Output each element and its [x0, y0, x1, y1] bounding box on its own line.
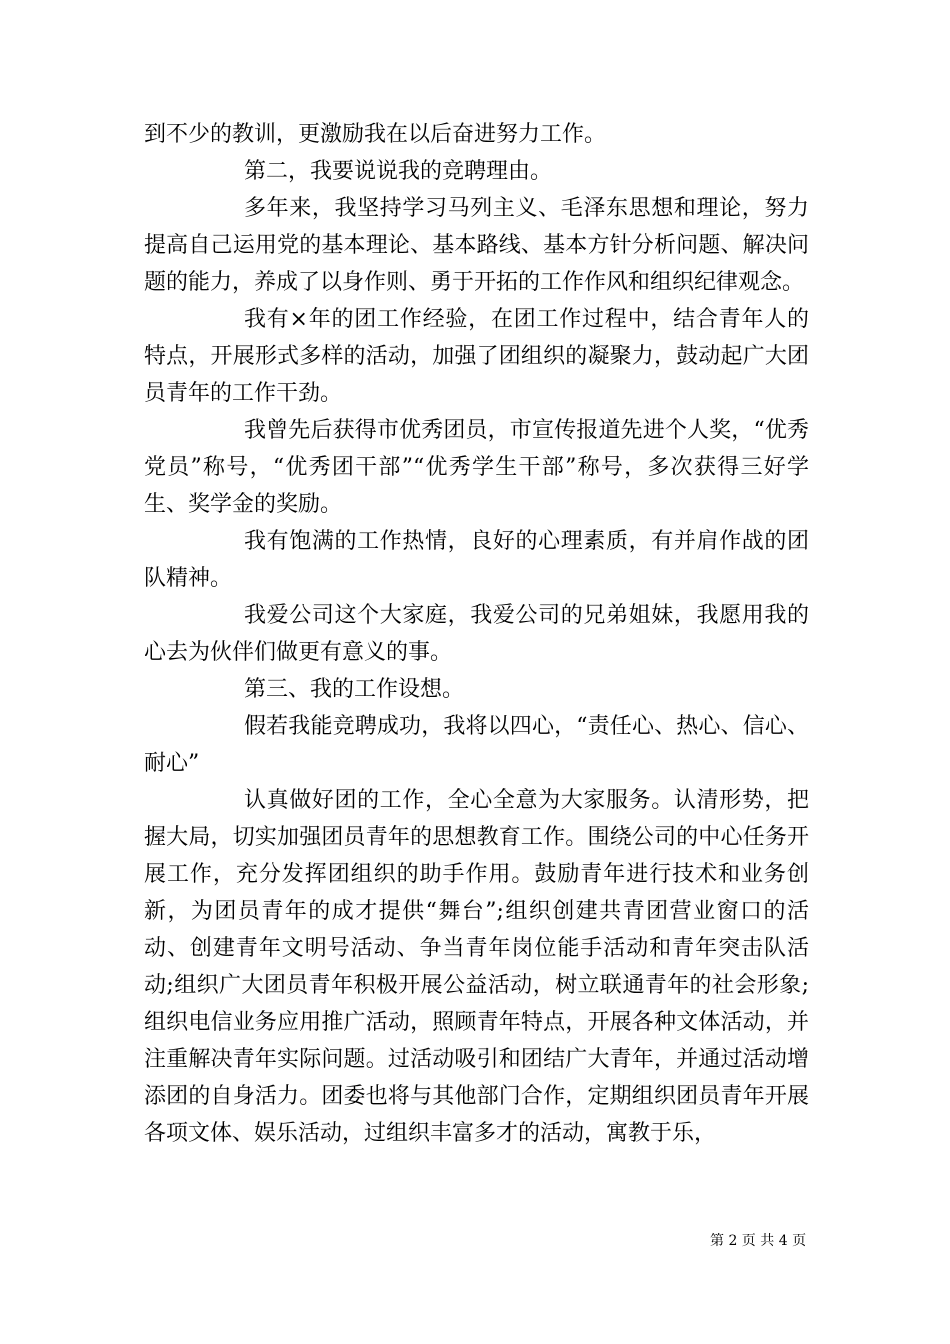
paragraph-continuation: 到不少的教训，更激励我在以后奋进努力工作。 [144, 122, 607, 147]
paragraph-section-two-heading: 第二，我要说说我的竞聘理由。 [244, 159, 553, 184]
paragraph-love-company: 我爱公司这个大家庭，我爱公司的兄弟姐妹，我愿用我的心去为伙伴们做更有意义的事。 [144, 603, 809, 665]
paragraph-experience: 我有×年的团工作经验，在团工作过程中，结合青年人的特点，开展形式多样的活动，加强了团组织的凝聚力，鼓动起广大团员青年的工作干劲。 [144, 307, 809, 406]
paragraph-four-hearts: 假若我能竞聘成功，我将以四心，“责任心、热心、信心、耐心” [144, 714, 809, 776]
paragraph-enthusiasm: 我有饱满的工作热情，良好的心理素质，有并肩作战的团队精神。 [144, 529, 809, 591]
document-body [144, 116, 809, 1152]
paragraph-section-three-heading: 第三、我的工作设想。 [244, 677, 465, 702]
paragraph-study-theory: 多年来，我坚持学习马列主义、毛泽东思想和理论，努力提高自己运用党的基本理论、基本路线、基本方针分析问题、解决问题的能力，养成了以身作则、勇于开拓的工作作风和组织纪律观念。 [144, 196, 809, 295]
paragraph-work-plan: 认真做好团的工作，全心全意为大家服务。认清形势，把握大局，切实加强团员青年的思想教育工作。围绕公司的中心任务开展工作，充分发挥团组织的助手作用。鼓励青年进行技术和业务创新，为团员青年的成才提供“舞台”;组织创建共青团营业窗口的活动、创建青年文明号活动、争当青年岗位能手活动和青年突击队活动;组织广大团员青年积极开展公益活动，树立联通青年的社会形象;组织电信业务应用推广活动，照顾青年特点，开展各种文体活动，并注重解决青年实际问题。过活动吸引和团结广大青年，并通过活动增添团的自身活力。团委也将与其他部门合作，定期组织团员青年开展各项文体、娱乐活动，过组织丰富多才的活动，寓教于乐， [144, 788, 809, 1146]
paragraph-awards: 我曾先后获得市优秀团员，市宣传报道先进个人奖，“优秀党员”称号，“优秀团干部”“优秀学生干部”称号，多次获得三好学生、奖学金的奖励。 [144, 418, 809, 517]
page-number-footer: 第 2 页 共 4 页 [710, 1233, 807, 1249]
